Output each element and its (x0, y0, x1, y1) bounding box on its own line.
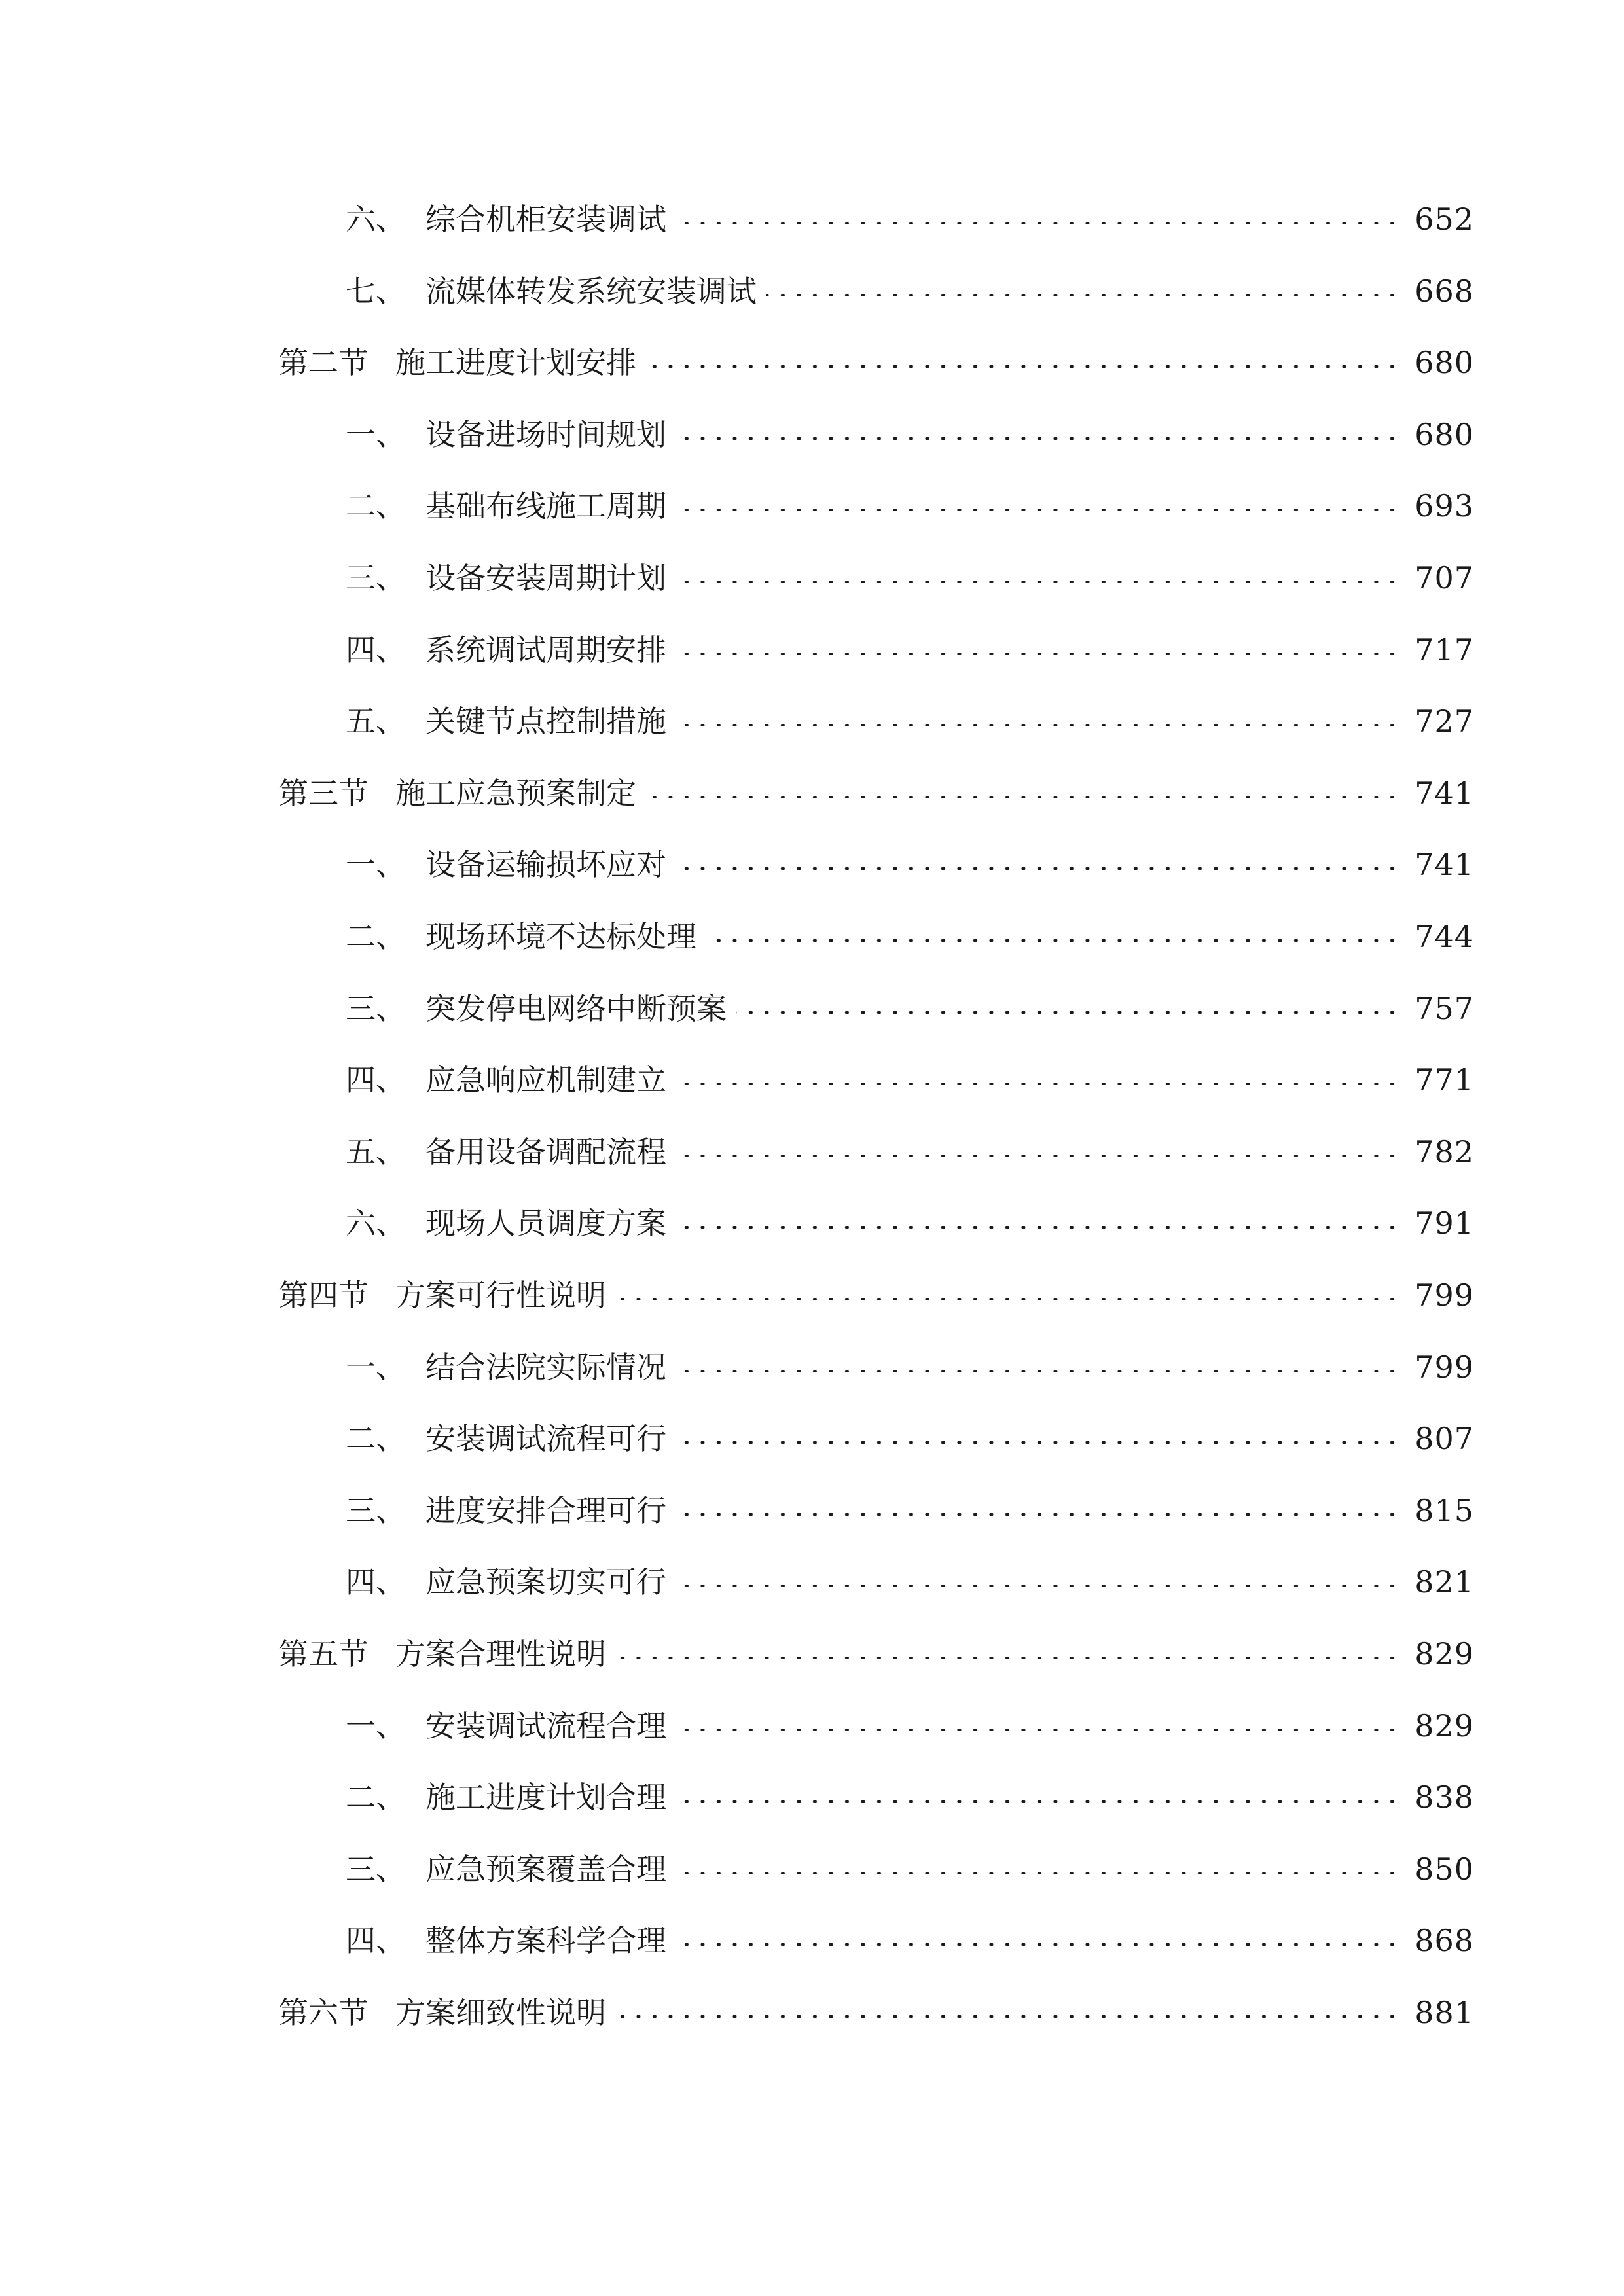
toc-entry-title: 应急响应机制建立 (425, 1062, 666, 1098)
toc-leader-dots (676, 1729, 1400, 1731)
toc-entry[interactable] (0, 327, 1624, 399)
toc-leader-dots (676, 1872, 1400, 1874)
toc-leader-dots (706, 939, 1400, 942)
toc-entry-page-number: 757 (1415, 990, 1474, 1026)
toc-entry[interactable] (0, 1187, 1624, 1259)
toc-entry-marker: 二、 (346, 488, 406, 524)
toc-entry-title: 系统调试周期安排 (425, 632, 666, 668)
toc-entry-title: 方案合理性说明 (395, 1636, 606, 1672)
toc-entry-page-number: 707 (1415, 560, 1474, 596)
toc-leader-dots (676, 1370, 1400, 1372)
toc-entry[interactable] (0, 1905, 1624, 1977)
toc-entry-page-number: 741 (1415, 847, 1474, 883)
toc-entry[interactable] (0, 183, 1624, 255)
toc-entry-marker: 五、 (346, 1134, 406, 1170)
toc-leader-dots (676, 1226, 1400, 1229)
toc-leader-dots (676, 437, 1400, 440)
toc-entry-title: 突发停电网络中断预案 (425, 990, 727, 1026)
toc-entry-page-number: 850 (1415, 1851, 1474, 1887)
toc-leader-dots (645, 365, 1400, 368)
toc-entry-page-number: 680 (1415, 416, 1474, 452)
toc-entry-marker: 第三节 (278, 775, 369, 811)
toc-entry[interactable] (0, 1116, 1624, 1188)
toc-entry-page-number: 741 (1415, 775, 1474, 811)
toc-entry-marker: 三、 (346, 1851, 406, 1887)
toc-entry-page-number: 744 (1415, 919, 1474, 954)
toc-entry-marker: 六、 (346, 1206, 406, 1242)
toc-entry-page-number: 680 (1415, 345, 1474, 381)
toc-entry[interactable] (0, 1833, 1624, 1905)
toc-entry-page-number: 782 (1415, 1134, 1474, 1170)
toc-entry[interactable] (0, 1403, 1624, 1475)
toc-entry[interactable] (0, 1259, 1624, 1331)
toc-entry-page-number: 829 (1415, 1708, 1474, 1744)
toc-entry-title: 施工应急预案制定 (395, 775, 636, 811)
toc-entry-title: 整体方案科学合理 (425, 1923, 666, 1959)
toc-entry-marker: 一、 (346, 1708, 406, 1744)
toc-entry[interactable] (0, 1690, 1624, 1762)
toc-entry-title: 现场环境不达标处理 (425, 919, 696, 954)
toc-entry[interactable] (0, 470, 1624, 542)
toc-leader-dots (676, 581, 1400, 583)
toc-entry-title: 流媒体转发系统安装调试 (425, 273, 757, 309)
toc-entry-title: 进度安排合理可行 (425, 1492, 666, 1528)
toc-entry-marker: 六、 (346, 202, 406, 237)
toc-leader-dots (676, 1441, 1400, 1444)
toc-entry-page-number: 668 (1415, 273, 1474, 309)
toc-entry-title: 备用设备调配流程 (425, 1134, 666, 1170)
toc-entry-page-number: 791 (1415, 1206, 1474, 1242)
toc-entry[interactable] (0, 1475, 1624, 1547)
toc-entry[interactable] (0, 255, 1624, 327)
toc-entry-page-number: 771 (1415, 1062, 1474, 1098)
toc-entry[interactable] (0, 1761, 1624, 1833)
toc-entry[interactable] (0, 542, 1624, 614)
toc-entry-title: 综合机柜安装调试 (425, 202, 666, 237)
toc-leader-dots (645, 796, 1400, 798)
toc-entry-marker: 四、 (346, 1564, 406, 1600)
toc-entry-marker: 第六节 (278, 1995, 369, 2030)
toc-entry-title: 关键节点控制措施 (425, 704, 666, 740)
toc-leader-dots (676, 724, 1400, 726)
toc-leader-dots (676, 1585, 1400, 1587)
toc-leader-dots (676, 1800, 1400, 1803)
toc-entry-page-number: 799 (1415, 1278, 1474, 1313)
toc-leader-dots (766, 294, 1400, 296)
toc-entry[interactable] (0, 399, 1624, 471)
toc-entry-marker: 四、 (346, 1062, 406, 1098)
toc-leader-dots (676, 1943, 1400, 1946)
toc-entry-title: 方案细致性说明 (395, 1995, 606, 2030)
toc-entry-title: 应急预案切实可行 (425, 1564, 666, 1600)
toc-entry-marker: 一、 (346, 416, 406, 452)
toc-leader-dots (676, 867, 1400, 870)
toc-entry-title: 现场人员调度方案 (425, 1206, 666, 1242)
toc-entry-marker: 三、 (346, 560, 406, 596)
toc-entry[interactable] (0, 1618, 1624, 1690)
toc-entry-marker: 四、 (346, 632, 406, 668)
toc-entry-marker: 七、 (346, 273, 406, 309)
toc-entry[interactable] (0, 1977, 1624, 2049)
toc-entry[interactable] (0, 901, 1624, 973)
toc-entry-marker: 五、 (346, 704, 406, 740)
toc-entry-marker: 一、 (346, 1349, 406, 1385)
toc-entry-marker: 第五节 (278, 1636, 369, 1672)
toc-entry-marker: 四、 (346, 1923, 406, 1959)
toc-entry-marker: 二、 (346, 1421, 406, 1457)
toc-entry-title: 应急预案覆盖合理 (425, 1851, 666, 1887)
toc-entry-title: 安装调试流程可行 (425, 1421, 666, 1457)
toc-entry-marker: 二、 (346, 1780, 406, 1816)
toc-entry-marker: 三、 (346, 990, 406, 1026)
toc-leader-dots (615, 1657, 1400, 1659)
toc-leader-dots (615, 2015, 1400, 2018)
toc-entry-page-number: 693 (1415, 488, 1474, 524)
toc-leader-dots (615, 1298, 1400, 1300)
toc-entry-title: 基础布线施工周期 (425, 488, 666, 524)
toc-entry-page-number: 881 (1415, 1995, 1474, 2030)
toc-entry-page-number: 717 (1415, 632, 1474, 668)
toc-entry-page-number: 815 (1415, 1492, 1474, 1528)
toc-entry-title: 安装调试流程合理 (425, 1708, 666, 1744)
toc-entry-title: 设备安装周期计划 (425, 560, 666, 596)
toc-entry-title: 结合法院实际情况 (425, 1349, 666, 1385)
toc-entry-page-number: 652 (1415, 202, 1474, 237)
toc-entry[interactable] (0, 829, 1624, 901)
toc-leader-dots (676, 653, 1400, 655)
toc-entry[interactable] (0, 614, 1624, 686)
toc-leader-dots (676, 1513, 1400, 1516)
toc-entry-page-number: 829 (1415, 1636, 1474, 1672)
toc-entry[interactable] (0, 1546, 1624, 1618)
toc-entry-page-number: 807 (1415, 1421, 1474, 1457)
toc-entry-title: 方案可行性说明 (395, 1278, 606, 1313)
toc-leader-dots (736, 1011, 1400, 1014)
toc-leader-dots (676, 1155, 1400, 1157)
toc-entry[interactable] (0, 1044, 1624, 1116)
toc-leader-dots (676, 1083, 1400, 1085)
toc-entry-page-number: 868 (1415, 1923, 1474, 1959)
toc-entry-marker: 第四节 (278, 1278, 369, 1313)
toc-entry-page-number: 727 (1415, 704, 1474, 740)
toc-entry-marker: 二、 (346, 919, 406, 954)
toc-entry-marker: 第二节 (278, 345, 369, 381)
toc-entry-title: 施工进度计划安排 (395, 345, 636, 381)
toc-entry-page-number: 799 (1415, 1349, 1474, 1385)
toc-entry[interactable] (0, 1331, 1624, 1403)
toc-entry-title: 施工进度计划合理 (425, 1780, 666, 1816)
toc-entry[interactable] (0, 973, 1624, 1045)
toc-leader-dots (676, 509, 1400, 511)
toc-entry-marker: 一、 (346, 847, 406, 883)
toc-entry[interactable] (0, 685, 1624, 757)
toc-entry-title: 设备进场时间规划 (425, 416, 666, 452)
toc-leader-dots (676, 222, 1400, 224)
toc-entry-title: 设备运输损坏应对 (425, 847, 666, 883)
toc-entry[interactable] (0, 757, 1624, 829)
toc-entry-page-number: 838 (1415, 1780, 1474, 1816)
toc-entry-page-number: 821 (1415, 1564, 1474, 1600)
toc-entry-marker: 三、 (346, 1492, 406, 1528)
